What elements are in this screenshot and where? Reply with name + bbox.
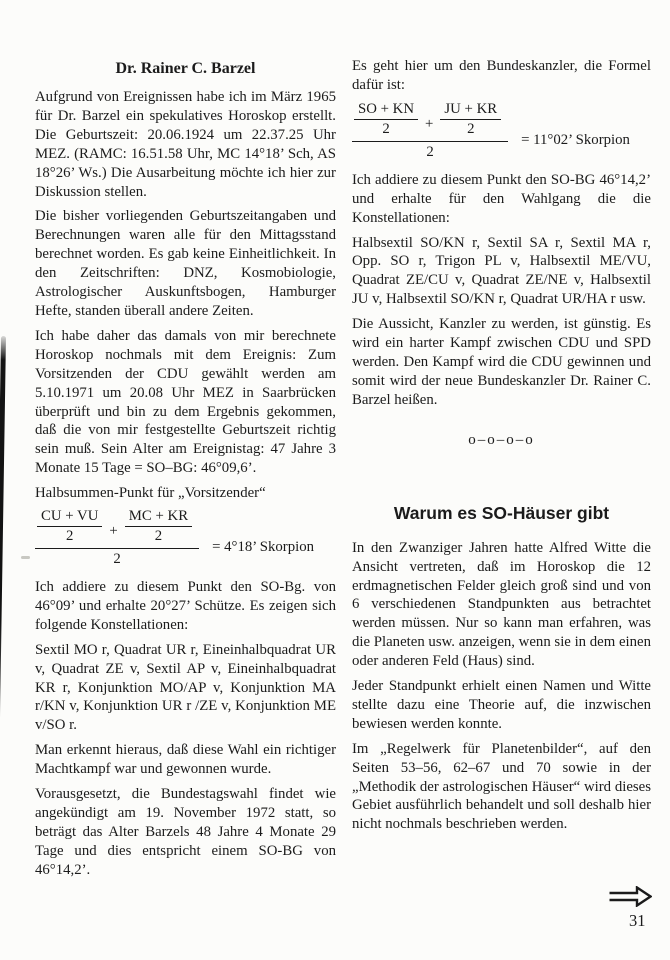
paragraph-bisherige-angaben: Die bisher vorliegenden Geburtszeitangaben und Berechnungen waren alle für den Mittagsstand berechnet worden. Es gab keine Einheitlichkeit. In den Zeitschriften: DNZ, Kosmobiologie, Astrologischer Auskunftsbogen, Hamburger Hefte, standen überall andere Zeiten.: [35, 208, 336, 319]
plus-operator: +: [425, 115, 434, 132]
left-column: [35, 60, 336, 886]
paragraph-ueberpruefung: Ich habe daher das damals von mir berechnete Horoskop nochmals mit dem Ereignis: Zum Vorsitzenden der CDU gewählt werden am 5.10.1971 um 20.08 Uhr MEZ in Saarbrücken überprüft und bin zu dem Ergebnis gekommen, daß die von mir festgestellte Geburtszeit richtig sein muß. Sein Alter am Ereignistag: 47 Jahre 3 Monate 15 Tage = SO–BG: 46°09,6’.: [35, 327, 336, 477]
paragraph-bundeskanzler-formel: Es geht hier um den Bundeskanzler, die Formel dafür ist:: [352, 58, 651, 93]
paragraph-konstellationen-liste-2: Halbsextil SO/KN r, Sextil SA r, Sextil MA r, Opp. SO r, Trigon PL v, Halbsextil ME/VU, Quadrat ZE/CU v, Quadrat ZE/NE v, Halbsextil JU v, Halbsextil SO/KN r, Quadrat UR/HA r usw.: [352, 234, 651, 308]
fraction-so-kn: SO + KN 2: [354, 101, 418, 138]
paragraph-machtkampf: Man erkennt hieraus, daß diese Wahl ein richtiger Machtkampf war und gewonnen wurde.: [35, 742, 336, 778]
page-number: 31: [629, 911, 646, 930]
paragraph-bundestagswahl: Vorausgesetzt, die Bundestagswahl findet wie angekündigt am 19. November 1972 statt, so beträgt das Alter Barzels 48 Jahre 4 Monate 29 Tage und dies entspricht einem SO-BG von 46°14,2’.: [35, 786, 336, 878]
paragraph-aufgrund: Aufgrund von Ereignissen habe ich im März 1965 für Dr. Barzel ein spekulatives Horoskop erstellt. Die Geburtszeit: 20.06.1924 um 22.37.25 Uhr MEZ. (RAMC: 16.51.58 Uhr, MC 14°18’ Sch, AS 18°26’ Ws.) Die Ausarbeitung möchte ich hier zur Diskussion stellen.: [35, 89, 336, 200]
article-title-barzel: Dr. Rainer C. Barzel: [115, 60, 256, 77]
formula-result: = 11°02’ Skorpion: [521, 131, 630, 148]
fraction-mc-kr: $\frac{MC + KR}{2}$: [125, 508, 192, 545]
fraction-cu-vu: CU + VU 2: [37, 508, 102, 545]
scan-artifact-smudge: [21, 556, 30, 559]
paragraph-witte-ansicht: In den Zwanziger Jahren hatte Alfred Witte die Ansicht vertreten, daß im Horoskop die 12 erdmagnetischen Felder gleich groß sind und von 6 verschiedenen Standpunkten aus betrachtet werden müssen. Nur so kann man erfahren, was die Planeten usw. anzeigen, wenn sie in dem einen oder anderen Feld (Haus) sind.: [352, 539, 651, 670]
formula-result: = 4°18’ Skorpion: [212, 539, 315, 556]
outer-fraction: CU + VU 2 + $\frac{MC + KR}{2}$ 2: [35, 508, 199, 568]
section-separator: o–o–o–o: [468, 431, 535, 448]
halbsummen-label: Halbsummen-Punkt für „Vorsitzender“: [35, 485, 266, 502]
halbsummen-formula: [35, 508, 336, 568]
paragraph-regelwerk: Im „Regelwerk für Planetenbilder“, auf den Seiten 53–56, 62–67 und 70 sowie in der „Methodik der astrologischen Häuser“ wird dieses Gebiet ausführlich behandelt und soll deshalb hier nicht nochmals beschrieben werden.: [352, 740, 651, 833]
paragraph-konstellationen-liste: Sextil MO r, Quadrat UR r, Eineinhalbquadrat UR v, Quadrat ZE v, Sextil AP v, Eineinhalbquadrat KR r, Konjunktion MO/AP v, Konjunktion MA r/KN v, Konjunktion UR r /ZE v, Konjunktion ME v/SO r.: [35, 641, 336, 734]
scan-artifact-streak: [0, 336, 6, 732]
fraction-ju-kr: $\frac{JU + KR}{2}$: [440, 101, 501, 138]
paragraph-addiere-so-bg: Ich addiere zu diesem Punkt den SO-Bg. von 46°09’ und erhalte 20°27’ Schütze. Es zeigen sich folgende Konstellationen:: [35, 579, 336, 633]
page-turn-arrow-icon: [608, 886, 652, 907]
paragraph-aussicht-kanzler: Die Aussicht, Kanzler zu werden, ist günstig. Es wird ein harter Kampf zwischen CDU und SPD werden. Den Kampf wird die CDU gewinnen und somit wird der neue Bundeskanzler Dr. Rainer C. Barzel heißen.: [352, 316, 651, 408]
plus-operator: +: [109, 523, 118, 540]
outer-fraction: SO + KN 2 + $\frac{JU + KR}{2}$ 2: [352, 101, 508, 161]
right-column: [352, 57, 651, 840]
section-heading-so-haeuser: Warum es SO-Häuser gibt: [393, 502, 610, 523]
bundeskanzler-formula: [352, 101, 651, 161]
paragraph-wahlgang: Ich addiere zu diesem Punkt den SO-BG 46°14,2’ und erhalte für den Wahlgang die die Konstellationen:: [352, 171, 651, 226]
paragraph-standpunkt-name: Jeder Standpunkt erhielt einen Namen und Witte stellte dazu eine Theorie auf, die inzwischen bewiesen werden konnte.: [352, 678, 651, 732]
